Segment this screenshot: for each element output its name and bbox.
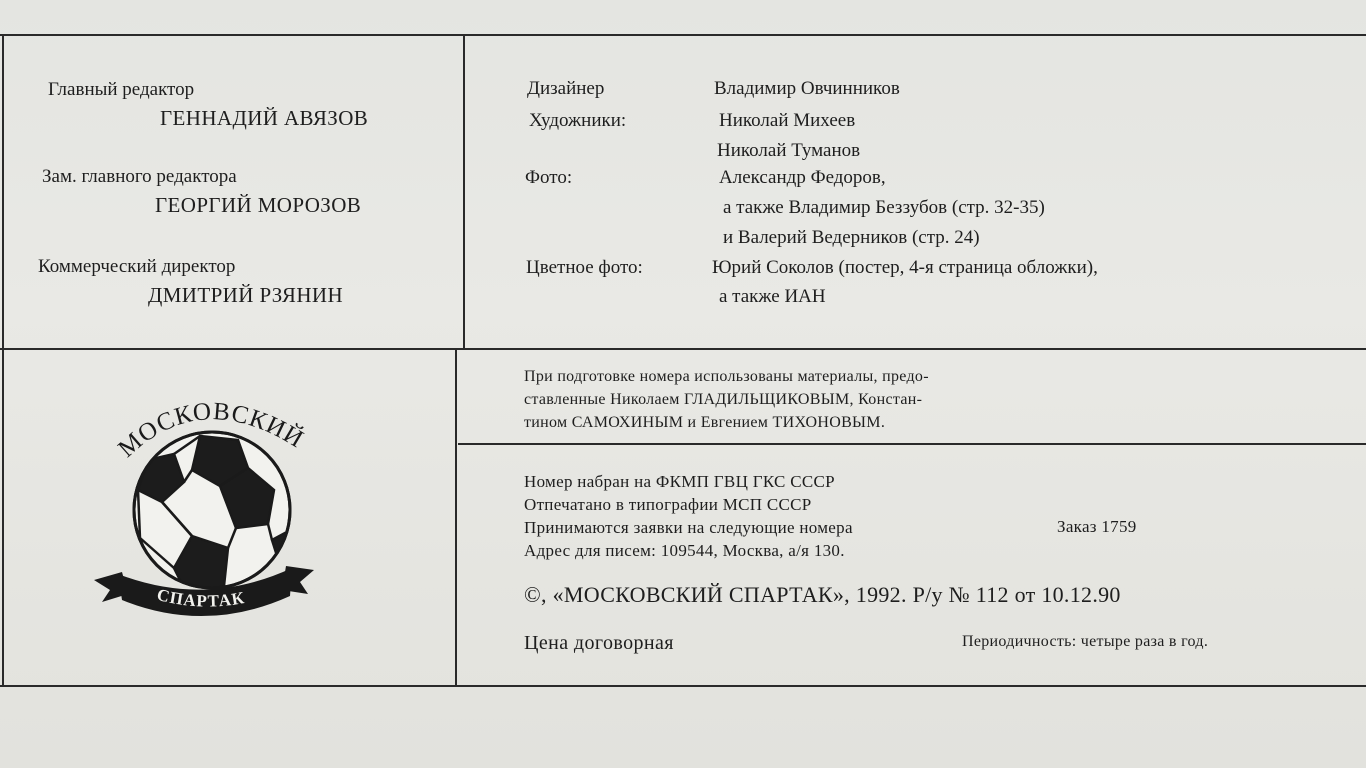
chief-editor-name: ГЕННАДИЙ АВЯЗОВ xyxy=(160,106,369,130)
commercial-director-name: ДМИТРИЙ РЗЯНИН xyxy=(148,283,344,307)
photo-line-3: и Валерий Ведерников (стр. 24) xyxy=(723,227,980,248)
order-number: Заказ 1759 xyxy=(1057,517,1137,536)
photo-line-2: а также Владимир Беззубов (стр. 32-35) xyxy=(723,197,1045,218)
logo-ribbon-text: СПАРТАК xyxy=(155,584,247,611)
frame-top-line xyxy=(0,34,1366,36)
deputy-editor-label: Зам. главного редактора xyxy=(42,166,237,187)
photo-label: Фото: xyxy=(525,167,573,188)
commercial-director-label: Коммерческий директор xyxy=(38,256,236,277)
artist-name-2: Николай Туманов xyxy=(717,140,861,161)
materials-note-line-3: тином САМОХИНЫМ и Евгением ТИХОНОВЫМ. xyxy=(524,414,886,431)
print-info-line-4: Адрес для писем: 109544, Москва, а/я 130. xyxy=(524,541,845,560)
chief-editor-label: Главный редактор xyxy=(48,79,195,100)
deputy-editor-name: ГЕОРГИЙ МОРОЗОВ xyxy=(155,193,362,217)
copyright-line: ©, «МОСКОВСКИЙ СПАРТАК», 1992. Р/у № 112 от 10.12.90 xyxy=(524,582,1121,607)
football-icon xyxy=(134,432,302,596)
print-info-line-1: Номер набран на ФКМП ГВЦ ГКС СССР xyxy=(524,472,835,491)
designer-label: Дизайнер xyxy=(527,78,605,99)
frame-inner-line xyxy=(458,443,1366,445)
color-photo-line-1: Юрий Соколов (постер, 4-я страница обложки), xyxy=(712,257,1098,278)
logo-top-text: МОСКОВСКИЙ xyxy=(113,398,309,463)
frame-divider-lower xyxy=(455,348,457,687)
designer-name: Владимир Овчинников xyxy=(714,78,900,99)
frame-divider-upper xyxy=(463,34,465,350)
photo-line-1: Александр Федоров, xyxy=(719,167,886,188)
materials-note-line-2: ставленные Николаем ГЛАДИЛЬЩИКОВЫМ, Констан- xyxy=(524,391,923,408)
frame-bottom-line xyxy=(0,685,1366,687)
frame-left-line xyxy=(2,34,4,687)
color-photo-line-2: а также ИАН xyxy=(719,286,826,307)
periodicity-label: Периодичность: четыре раза в год. xyxy=(962,633,1209,650)
color-photo-label: Цветное фото: xyxy=(526,257,643,278)
price-label: Цена договорная xyxy=(524,632,674,654)
frame-middle-line xyxy=(0,348,1366,350)
artists-label: Художники: xyxy=(529,110,627,131)
print-info-line-2: Отпечатано в типографии МСП СССР xyxy=(524,495,812,514)
materials-note-line-1: При подготовке номера использованы материалы, предо- xyxy=(524,368,929,385)
moskovsky-spartak-logo xyxy=(88,398,320,634)
print-info-line-3: Принимаются заявки на следующие номера xyxy=(524,518,853,537)
artist-name-1: Николай Михеев xyxy=(719,110,856,131)
